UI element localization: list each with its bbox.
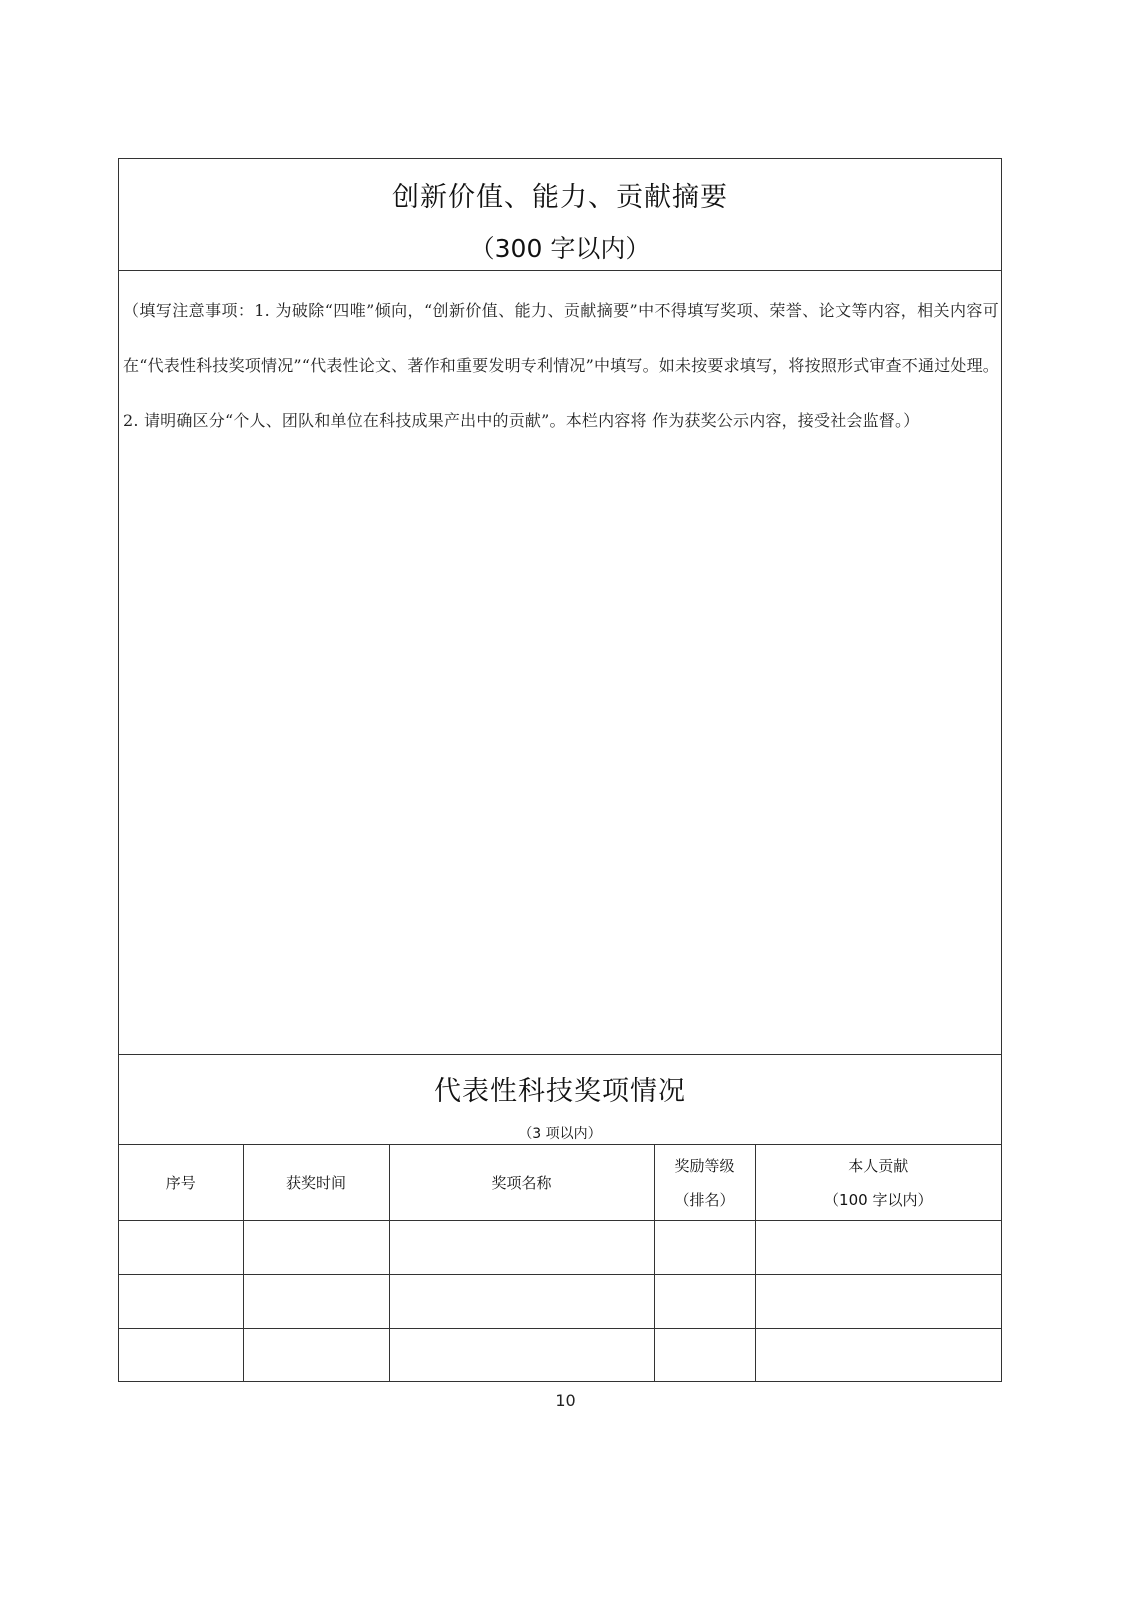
col-award-time: 获奖时间	[243, 1145, 389, 1221]
col-award-level	[654, 1145, 755, 1221]
cell-award-name[interactable]	[389, 1221, 654, 1275]
cell-seq[interactable]	[119, 1221, 243, 1275]
cell-contribution[interactable]	[755, 1329, 1001, 1383]
cell-seq[interactable]	[119, 1275, 243, 1329]
cell-contribution[interactable]	[755, 1275, 1001, 1329]
cell-award-level[interactable]	[654, 1221, 755, 1275]
form-frame	[118, 158, 1002, 1382]
awards-table	[119, 1145, 1001, 1382]
col-award-name: 奖项名称	[389, 1145, 654, 1221]
cell-award-name[interactable]	[389, 1329, 654, 1383]
cell-award-name[interactable]	[389, 1275, 654, 1329]
awards-title: 代表性科技奖项情况	[434, 1076, 686, 1107]
col-award-level-label: 奖励等级	[674, 1156, 735, 1175]
col-contribution-limit: （100 字以内）	[824, 1190, 933, 1209]
filling-instructions: （填写注意事项：1. 为破除“四唯”倾向，“创新价值、能力、贡献摘要”中不得填写奖项、荣誉、论文等内容，相关内容可在“代表性科技奖项情况”“代表性论文、著作和重要发明专利情况”中填写。如未按要求填写，将按照形式审查不通过处理。2. 请明确区分“个人、团队和单位在科技成果产出中的贡献”。本栏内容将 作为获奖公示内容，接受社会监督。）	[123, 301, 999, 430]
table-row	[119, 1221, 1001, 1275]
cell-award-time[interactable]	[243, 1221, 389, 1275]
cell-seq[interactable]	[119, 1329, 243, 1383]
cell-award-level[interactable]	[654, 1275, 755, 1329]
table-row	[119, 1329, 1001, 1383]
summary-header	[119, 159, 1001, 271]
cell-award-time[interactable]	[243, 1329, 389, 1383]
col-contribution	[755, 1145, 1001, 1221]
summary-word-limit: （300 字以内）	[469, 234, 651, 263]
awards-table-header	[119, 1145, 1001, 1221]
col-contribution-label: 本人贡献	[848, 1156, 909, 1175]
awards-header	[119, 1055, 1001, 1145]
awards-limit: （3 项以内）	[518, 1126, 602, 1142]
summary-title: 创新价值、能力、贡献摘要	[392, 182, 728, 213]
cell-award-time[interactable]	[243, 1275, 389, 1329]
col-award-level-rank: （排名）	[674, 1190, 735, 1209]
table-row	[119, 1275, 1001, 1329]
page-number: 10	[555, 1391, 576, 1410]
cell-award-level[interactable]	[654, 1329, 755, 1383]
col-seq: 序号	[119, 1145, 243, 1221]
cell-contribution[interactable]	[755, 1221, 1001, 1275]
